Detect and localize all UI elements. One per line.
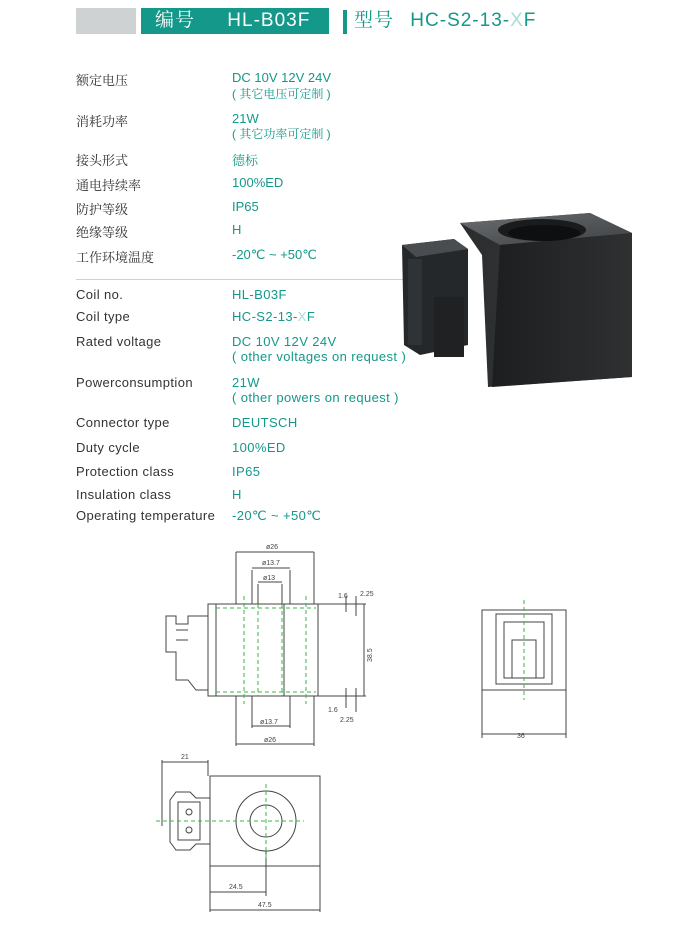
header-gray-block [76,8,136,34]
spec-en-value: 100%ED [232,440,286,455]
spec-cn-value: DC 10V 12V 24V [232,70,332,85]
header-model-main: HC-S2-13- [410,10,511,31]
header-cn-no-label: 编号 [155,10,196,31]
header-model [354,8,536,34]
spec-cn-value: H [232,222,242,237]
spec-cn-label: 额定电压 [76,73,129,88]
dim-d26-top: ø26 [266,544,279,551]
dim-d26-bot: ø26 [264,737,277,744]
spec-en-value [232,309,315,324]
spec-cn-value: 21W [232,111,259,126]
spec-en-note: ( other voltages on request ) [232,349,407,364]
dim-d13-7-top: ø13.7 [262,560,280,567]
spec-en-value: IP65 [232,464,261,479]
spec-en-label: Coil no. [76,287,124,302]
spec-en-value: DEUTSCH [232,415,298,430]
spec-en-label: Insulation class [76,487,172,502]
spec-en-value: HL-B03F [232,287,287,302]
spec-cn-value: 100%ED [232,175,284,190]
dim-d13-7-bot: ø13.7 [260,719,278,726]
spec-en-label: Coil type [76,309,131,324]
dim-1-6-top: 1.6 [338,593,348,600]
header-coil-no: HL-B03F [227,10,311,31]
dim-2-25-bot: 2.25 [340,717,354,724]
header-divider [343,10,347,34]
spec-en-value: 21W [232,375,260,390]
spec-cn-note: ( 其它电压可定制 ) [232,87,331,101]
dim-47-5: 47.5 [258,902,272,909]
spec-cn-label: 绝缘等级 [76,225,129,240]
section-divider [76,279,406,280]
spec-en-coil-type-f: F [306,309,316,324]
spec-cn-note: ( 其它功率可定制 ) [232,127,331,141]
dim-24-5: 24.5 [229,884,243,891]
spec-cn-label: 接头形式 [76,153,129,168]
technical-drawings [0,530,700,928]
spec-en-label: Connector type [76,415,170,430]
spec-en-label: Duty cycle [76,440,140,455]
spec-en-label: Protection class [76,464,175,479]
dim-d13: ø13 [263,575,276,582]
spec-en-note: ( other powers on request ) [232,390,399,405]
dim-2-25-top: 2.25 [360,591,374,598]
dim-21: 21 [181,754,189,761]
spec-cn-label: 通电持续率 [76,178,142,193]
header-coil-no-banner [141,8,329,34]
coil-product-image [392,205,640,390]
spec-en-label: Rated voltage [76,334,162,349]
spec-en-label: Operating temperature [76,508,216,523]
dim-1-6-bot: 1.6 [328,707,338,714]
spec-cn-label: 消耗功率 [76,114,129,129]
front-view-body [208,604,318,696]
spec-cn-value: IP65 [232,199,259,214]
spec-cn-label: 工作环境温度 [76,250,155,265]
spec-en-value: DC 10V 12V 24V [232,334,337,349]
spec-en-coil-type-x: X [297,309,307,324]
spec-en-label: Powerconsumption [76,375,193,390]
header-model-x: X [510,10,524,31]
spec-en-value: -20℃ ~ +50℃ [232,508,322,523]
header-cn-model-label: 型号 [354,10,395,31]
spec-en-value: H [232,487,242,502]
dim-36: 36 [517,733,525,740]
spec-cn-value: 德标 [232,153,259,168]
spec-cn-label: 防护等级 [76,202,129,217]
spec-cn-value: -20℃ ~ +50℃ [232,247,317,262]
header-model-f: F [523,10,537,31]
spec-en-coil-type-main: HC-S2-13- [232,309,298,324]
dim-38-5: 38.5 [367,648,374,662]
